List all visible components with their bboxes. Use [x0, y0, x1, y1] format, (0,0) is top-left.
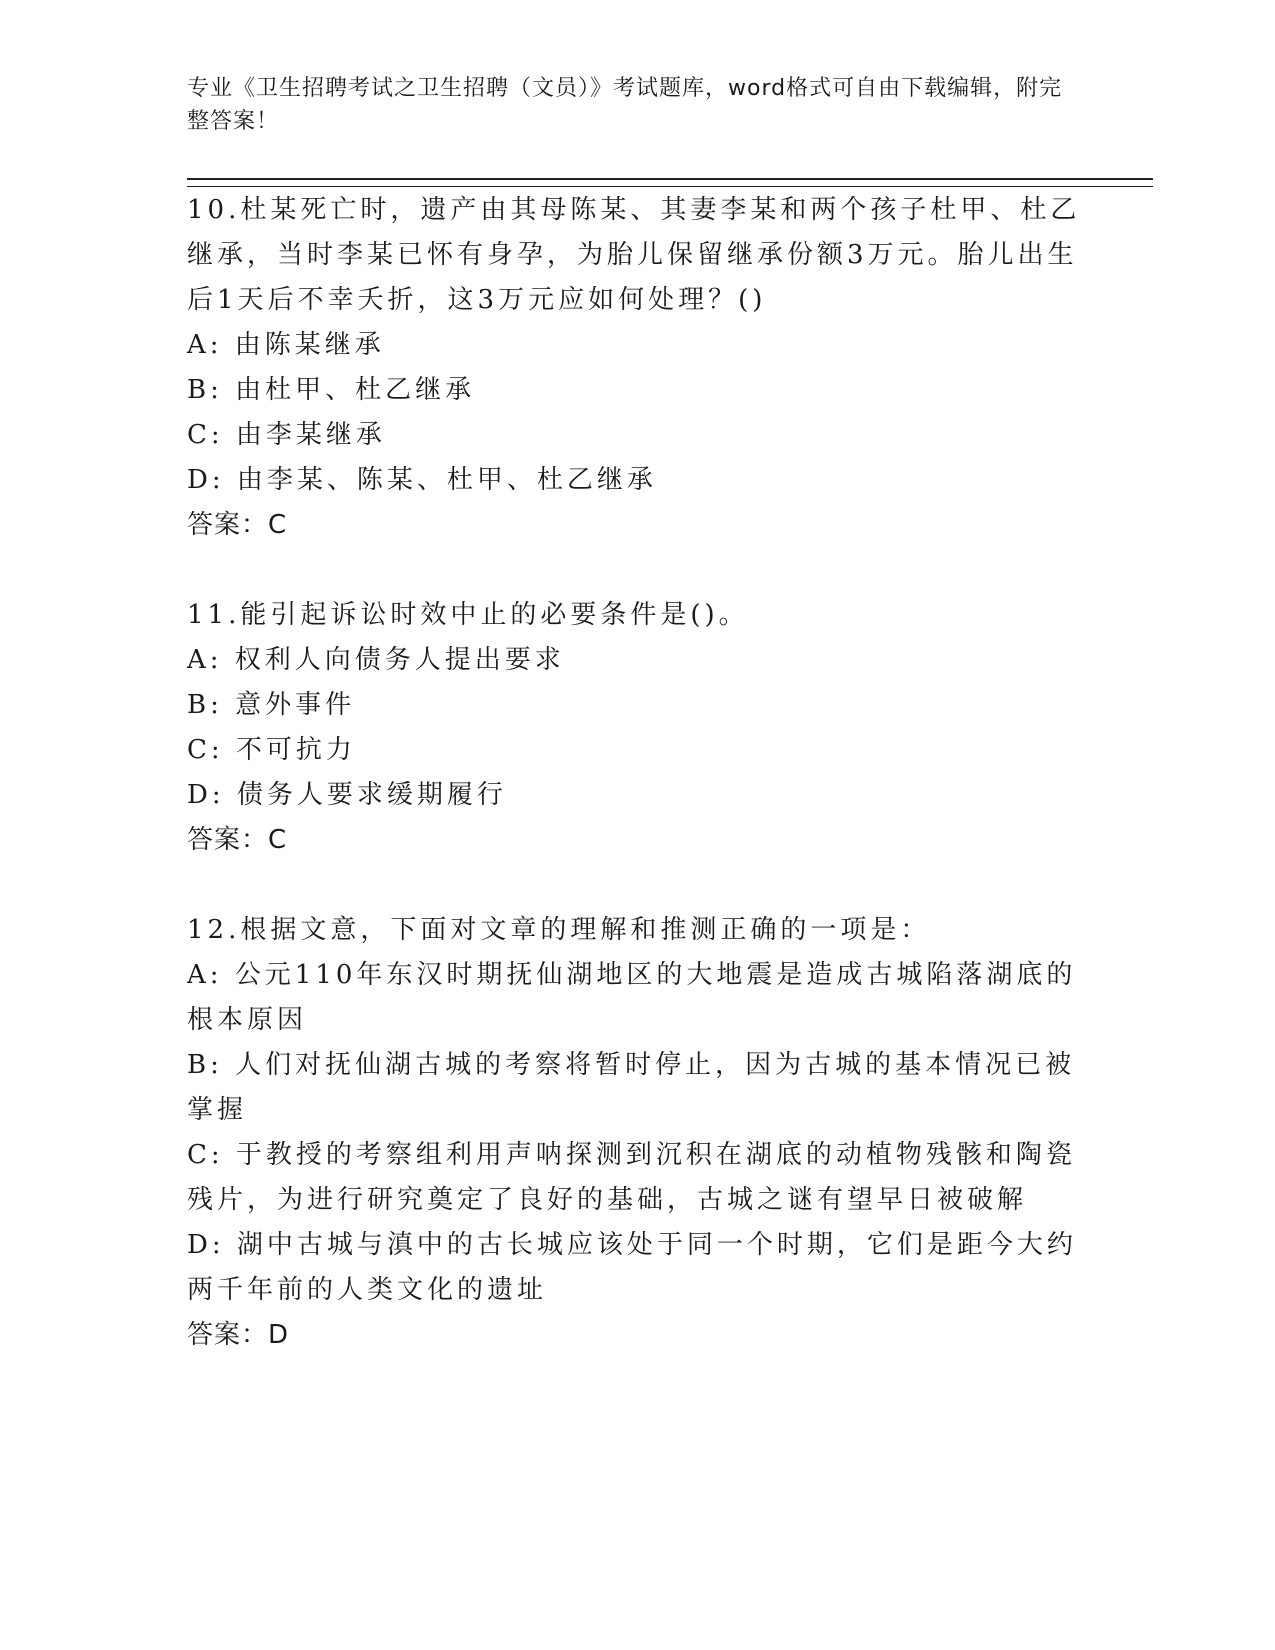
header-divider	[187, 178, 1153, 187]
option-c: C: 由李某继承	[187, 420, 386, 450]
question-stem: 11.能引起诉讼时效中止的必要条件是()。	[187, 600, 749, 630]
option-d: D: 由李某、陈某、杜甲、杜乙继承	[187, 465, 657, 495]
question-spacer	[187, 863, 1087, 908]
option-b: B: 人们对抚仙湖古城的考察将暂时停止，因为古城的基本情况已被掌握	[187, 1050, 1076, 1125]
option-b: B: 由杜甲、杜乙继承	[187, 375, 476, 405]
question-stem: 12.根据文意，下面对文章的理解和推测正确的一项是：	[187, 915, 931, 945]
question-spacer	[187, 548, 1087, 593]
option-c: C: 不可抗力	[187, 735, 356, 765]
question-12	[187, 908, 1087, 1358]
option-a: A: 权利人向债务人提出要求	[187, 645, 565, 675]
question-10	[187, 188, 1087, 548]
option-b: B: 意外事件	[187, 690, 356, 720]
option-a: A: 公元110年东汉时期抚仙湖地区的大地震是造成古城陷落湖底的根本原因	[187, 960, 1077, 1035]
question-11	[187, 593, 1087, 863]
document-header: 专业《卫生招聘考试之卫生招聘（文员）》考试题库，word格式可自由下载编辑，附完整答案！	[187, 76, 1063, 134]
answer-line: 答案：C	[187, 825, 288, 855]
option-d: D: 湖中古城与滇中的古长城应该处于同一个时期，它们是距今大约两千年前的人类文化的遗址	[187, 1230, 1077, 1305]
answer-line: 答案：C	[187, 510, 288, 540]
option-c: C: 于教授的考察组利用声呐探测到沉积在湖底的动植物残骸和陶瓷残片，为进行研究奠定了良好的基础，古城之谜有望早日被破解	[187, 1140, 1076, 1215]
option-a: A: 由陈某继承	[187, 330, 385, 360]
option-d: D: 债务人要求缓期履行	[187, 780, 507, 810]
question-list	[187, 188, 1087, 1358]
answer-line: 答案：D	[187, 1320, 290, 1350]
question-stem: 10.杜某死亡时，遗产由其母陈某、其妻李某和两个孩子杜甲、杜乙继承，当时李某已怀有身孕，为胎儿保留继承份额3万元。胎儿出生后1天后不幸夭折，这3万元应如何处理？()	[187, 195, 1081, 315]
